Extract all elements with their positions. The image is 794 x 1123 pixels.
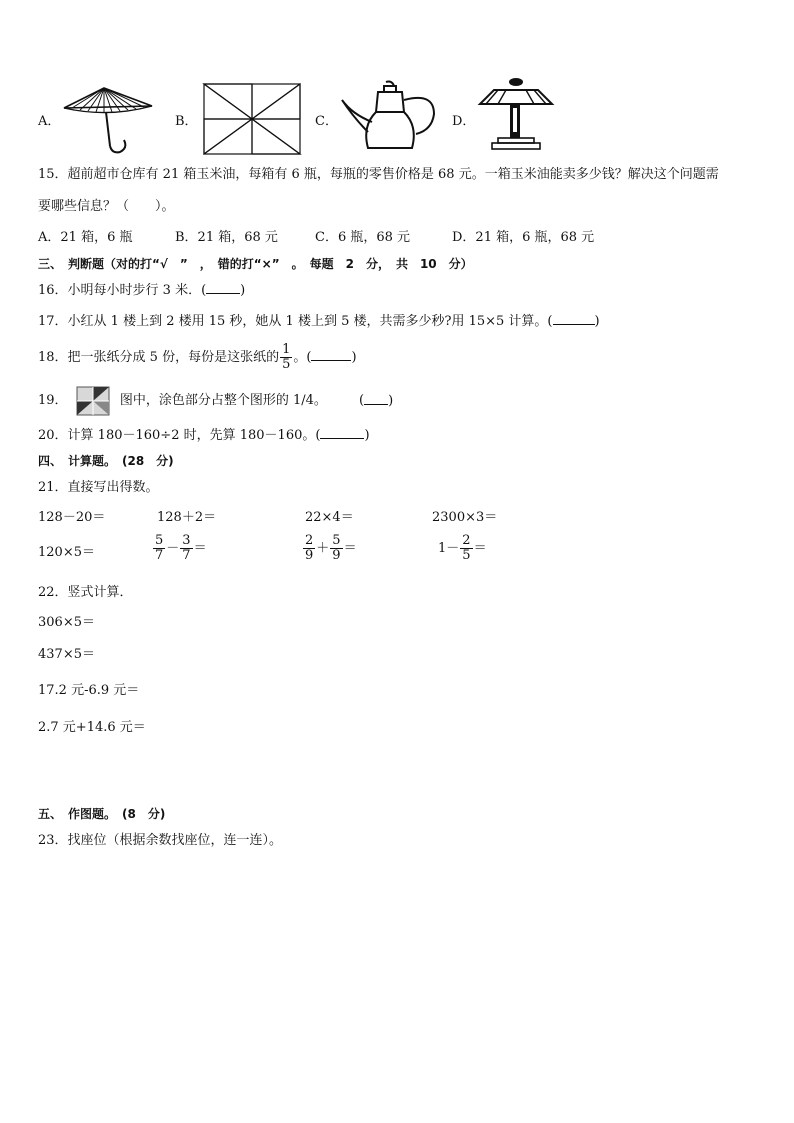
q18-close: ): [351, 350, 357, 365]
q15-option-d: D．21 箱，6 瓶，68 元: [452, 230, 595, 245]
q17: [38, 312, 600, 331]
q21-item-3: 22×4＝: [305, 510, 354, 525]
q18-text: 18．把一张纸分成 5 份，每份是这张纸的: [38, 350, 280, 365]
q20-close: ): [364, 428, 370, 443]
option-c-label: C．: [315, 114, 338, 129]
option-a-label: A．: [38, 114, 61, 129]
q19-text: 图中，涂色部分占整个图形的 1/4。: [119, 393, 327, 408]
q22-item-4: 2.7 元+14.6 元＝: [38, 720, 146, 735]
umbrella-icon: [60, 82, 156, 156]
q22-item-3: 17.2 元-6.9 元＝: [38, 683, 140, 698]
q23-text: 23．找座位（根据余数找座位，连一连）。: [38, 833, 283, 848]
section-5-title: 五、 作图题。 (8 分): [38, 807, 166, 821]
q15-option-b: B．21 箱，68 元: [175, 230, 278, 245]
q16: [38, 281, 245, 300]
option-b-label: B．: [175, 114, 198, 129]
q22-item-1: 306×5＝: [38, 615, 95, 630]
q17-text: 17．小红从 1 楼上到 2 楼用 15 秒，她从 1 楼上到 5 楼，共需多少秒?用 15×5 计算。(: [38, 314, 553, 329]
shaded-square-figure-icon: [76, 386, 110, 416]
q16-answer-blank[interactable]: [206, 281, 240, 294]
q16-close: ): [240, 283, 246, 298]
q16-text: 16．小明每小时步行 3 米．(: [38, 283, 207, 298]
q19: [38, 386, 393, 416]
q21-item-7: $\frac{2}{9}$ ＋ $\frac{5}{9}$ ＝: [305, 533, 357, 563]
q21-item-1: 128－20＝: [38, 510, 106, 525]
q15-line1: 15．超前超市仓库有 21 箱玉米油，每箱有 6 瓶，每瓶的零售价格是 68 元。一箱玉米油能卖多少钱？解决这个问题需: [38, 167, 719, 182]
q15-option-c: C．6 瓶，68 元: [315, 230, 411, 245]
lamp-icon: [476, 76, 558, 154]
q21-item-8: 1－ $\frac{2}{5}$ ＝: [438, 533, 487, 563]
q21-title: 21．直接写出得数。: [38, 480, 159, 495]
q15-option-a: A．21 箱，6 瓶: [38, 230, 133, 245]
option-d-label: D．: [452, 114, 476, 129]
q22-title: 22．竖式计算．: [38, 585, 133, 600]
section-4-title: 四、 计算题。 (28 分): [38, 454, 174, 468]
q21-item-4: 2300×3＝: [432, 510, 498, 525]
q17-answer-blank[interactable]: [553, 312, 595, 325]
q18: [38, 343, 357, 372]
q22-item-2: 437×5＝: [38, 647, 95, 662]
teapot-icon: [338, 78, 442, 156]
q18-fraction: $\frac{1}{5}$: [282, 342, 291, 372]
q18-answer-blank[interactable]: [311, 348, 351, 361]
q20-answer-blank[interactable]: [320, 426, 364, 439]
q21-item-6: $\frac{5}{7}$ － $\frac{3}{7}$ ＝: [155, 533, 207, 563]
q21-item-2: 128＋2＝: [157, 510, 217, 525]
q19-paren-open: (: [359, 393, 365, 408]
q15-line2: 要哪些信息？（ ）。: [38, 199, 175, 214]
q20-text: 20．计算 180－160÷2 时，先算 180－160。(: [38, 428, 321, 443]
q19-number: 19．: [38, 393, 68, 408]
pinwheel-icon: [200, 80, 304, 158]
q20: [38, 426, 370, 445]
q19-close: ): [388, 393, 394, 409]
section-3-title: 三、 判断题（对的打“√ ” ， 错的打“×” 。 每题 2 分， 共 10 分）: [38, 257, 473, 271]
q18-text-after: 。(: [293, 350, 312, 365]
q17-close: ): [594, 314, 600, 329]
q19-answer-blank[interactable]: [364, 392, 388, 405]
q21-item-5: 120×5＝: [38, 545, 95, 560]
